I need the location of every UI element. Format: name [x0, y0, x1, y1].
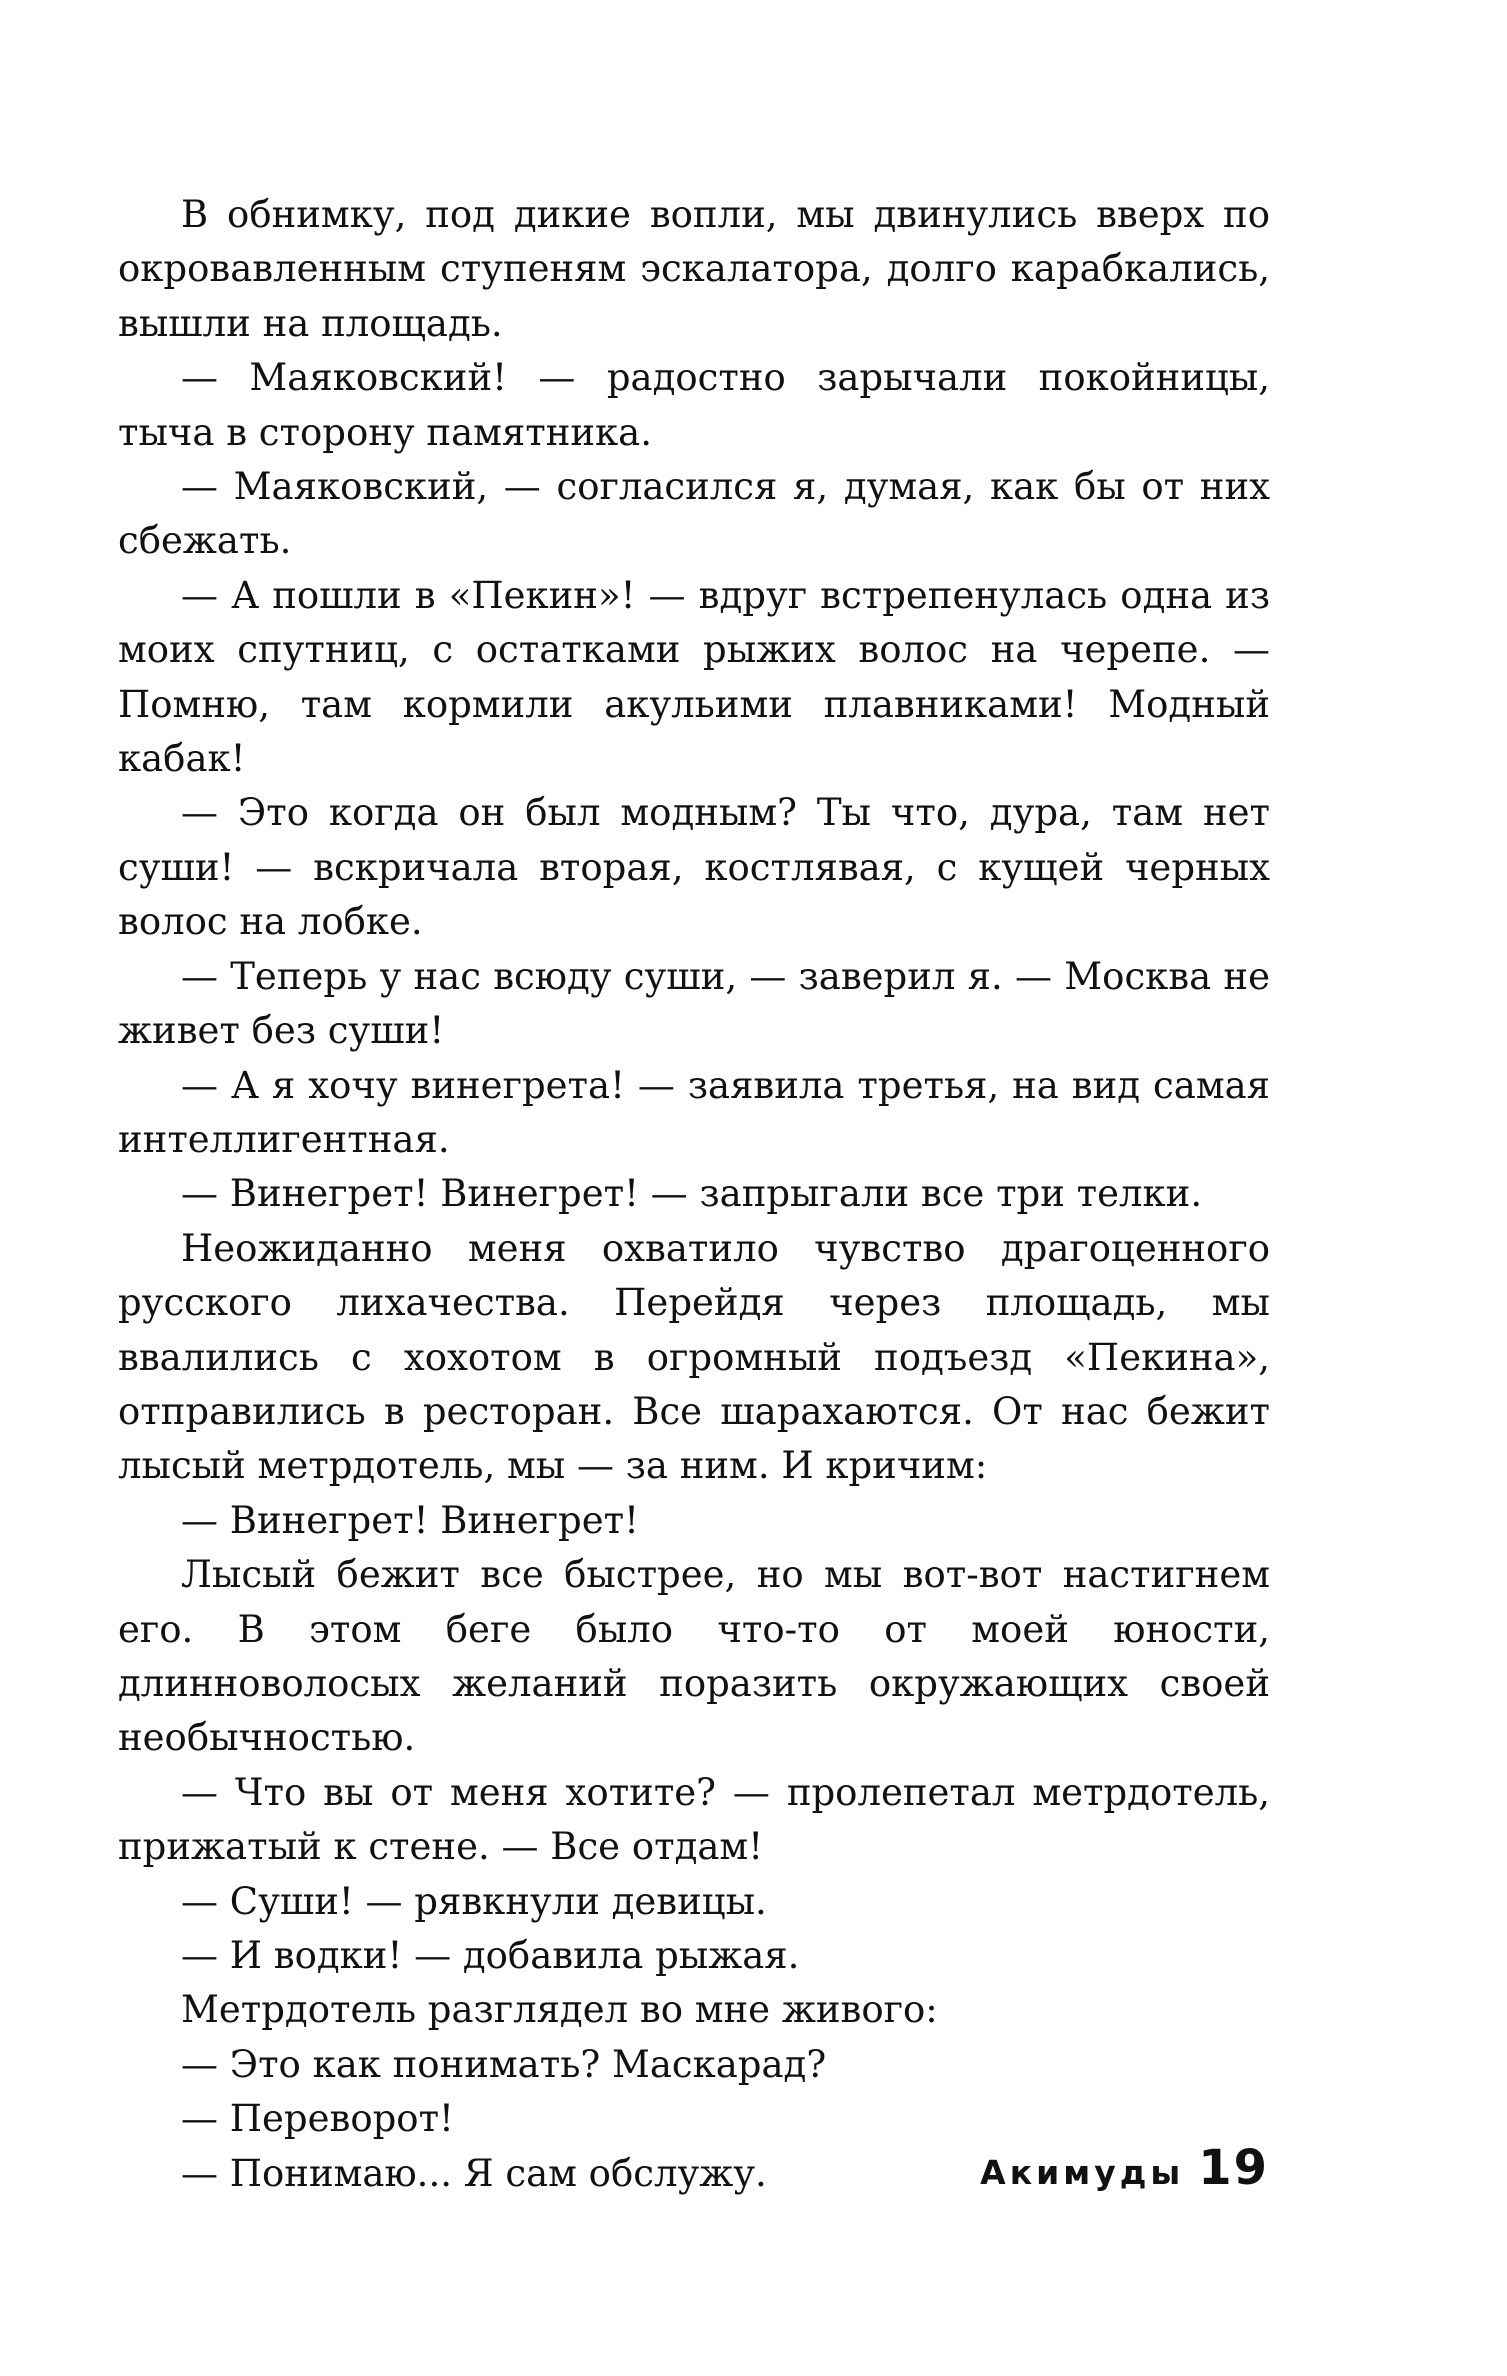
paragraph: Лысый бежит все быстрее, но мы вот-вот настигнем его. В этом беге было что-то от моей юности, длинноволосых желаний поразить окружающих своей необычностью.	[118, 1553, 1270, 1760]
body-text	[118, 188, 1270, 2201]
paragraph: — А я хочу винегрета! — заявила третья, на вид самая интеллигентная.	[118, 1063, 1270, 1161]
paragraph: — Это как понимать? Маскарад?	[181, 2042, 827, 2086]
paragraph: В обнимку, под дикие вопли, мы двинулись вверх по окровавленным ступеням эскалатора, долго карабкались, вышли на площадь.	[118, 193, 1270, 345]
paragraph: — Переворот!	[181, 2097, 454, 2141]
paragraph: Неожиданно меня охватило чувство драгоценного русского лихачества. Перейдя через площадь, мы ввалились с хохотом в огромный подъезд «Пекина», отправились в ресторан. Все шарахаются. От нас бежит лысый метрдотель, мы — за ним. И кричим:	[118, 1226, 1270, 1488]
paragraph: — Маяковский, — согласился я, думая, как бы от них сбежать.	[118, 465, 1270, 563]
running-title: Акимуды	[980, 2153, 1185, 2192]
page-footer	[980, 2140, 1269, 2196]
paragraph: — Винегрет! Винегрет!	[181, 1498, 639, 1542]
paragraph: — Винегрет! Винегрет! — запрыгали все три телки.	[181, 1172, 1203, 1216]
paragraph: — А пошли в «Пекин»! — вдруг встрепенулась одна из моих спутниц, с остатками рыжих волос на черепе. — Помню, там кормили акульими плавниками! Модный кабак!	[118, 573, 1270, 781]
paragraph: — Теперь у нас всюду суши, — заверил я. — Москва не живет без суши!	[118, 954, 1270, 1053]
paragraph: — И водки! — добавила рыжая.	[181, 1934, 800, 1977]
paragraph: — Это когда он был модным? Ты что, дура, там нет суши! — вскричала вторая, костлявая, с кущей черных волос на лобке.	[118, 791, 1270, 944]
paragraph: — Суши! — рявкнули девицы.	[181, 1879, 767, 1923]
paragraph: — Маяковский! — радостно зарычали покойницы, тыча в сторону памятника.	[118, 356, 1270, 454]
paragraph: — Что вы от меня хотите? — пролепетал метрдотель, прижатый к стене. — Все отдам!	[118, 1770, 1270, 1869]
page-number: 19	[1198, 2140, 1269, 2196]
paragraph: Метрдотель разглядел во мне живого:	[181, 1988, 938, 2032]
paragraph: — Понимаю... Я сам обслужу.	[181, 2151, 767, 2195]
